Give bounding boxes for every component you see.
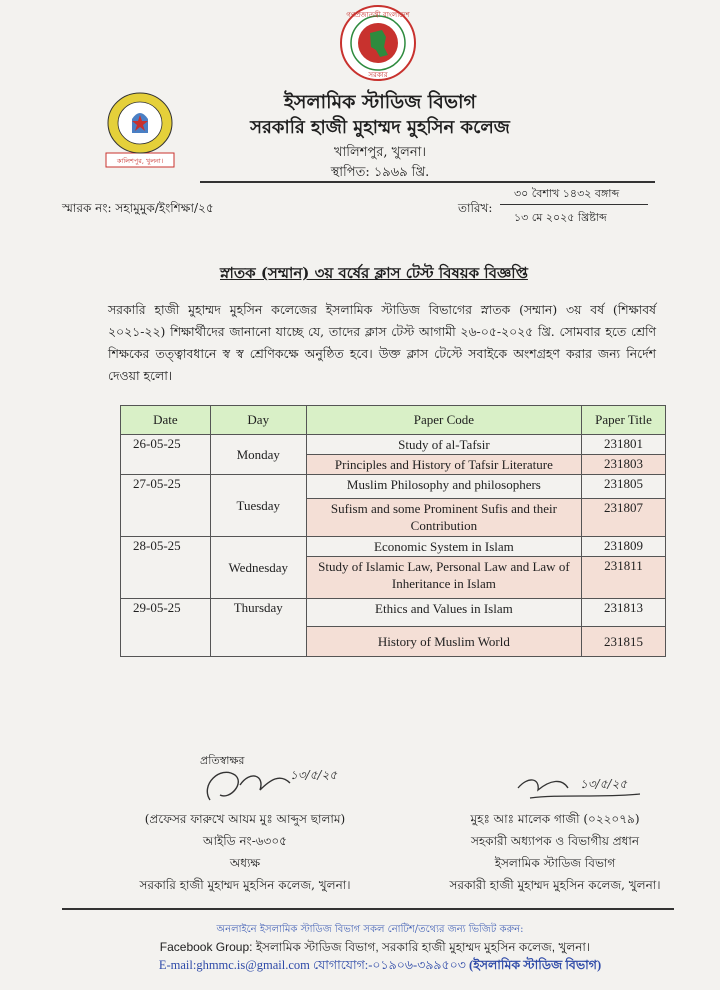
header-paper-code: Paper Code: [306, 406, 581, 435]
college-logo-icon: [104, 91, 176, 171]
head-signature-icon: [510, 768, 650, 813]
paper-title-cell: 231811: [582, 557, 666, 599]
principal-signature-date: ১৩/৫/২৫: [290, 768, 338, 782]
head-designation: সহকারী অধ্যাপক ও বিভাগীয় প্রধান: [470, 834, 640, 848]
paper-code-cell: Principles and History of Tafsir Literature: [306, 455, 581, 475]
day-cell: Tuesday: [210, 475, 306, 537]
notice-body: সরকারি হাজী মুহাম্মদ মুহসিন কলেজের ইসলামিক স্টাডিজ বিভাগের স্নাতক (সম্মান) ৩য় বর্ষ (শিক্ষাবর্ষ ২০২১-২২) শিক্ষার্থীদের জানানো যাচ্ছে যে, তাদের ক্লাস টেস্ট আগামী ২৬-০৫-২০২৫ খ্রি. সোমবার হতে শ্রেণি শিক্ষকের তত্ত্বাবধানে স্ব স্ব শ্রেণিকক্ষে অনুষ্ঠিত হবে। উক্ত ক্লাস টেস্টে সবাইকে অংশগ্রহণ করার জন্য নির্দেশ দেওয়া হলো।: [108, 302, 656, 383]
date-cell: 27-05-25: [121, 475, 211, 537]
date-divider: [500, 204, 648, 205]
paper-code-cell: Study of al-Tafsir: [306, 435, 581, 455]
header-date: Date: [121, 406, 211, 435]
paper-title-cell: 231809: [582, 537, 666, 557]
paper-code-cell: Study of Islamic Law, Personal Law and Law of Inheritance in Islam: [306, 557, 581, 599]
logo-caption: কালিশপুর, খুলনা।: [116, 157, 164, 165]
date-cell: 28-05-25: [121, 537, 211, 599]
paper-code-cell: Economic System in Islam: [306, 537, 581, 557]
exam-schedule-table: [120, 405, 666, 657]
established-year: স্থাপিত: ১৯৬৯ খ্রি.: [330, 165, 430, 180]
footer-facebook: Facebook Group: ইসলামিক স্টাডিজ বিভাগ, সরকারি হাজী মুহাম্মদ মুহসিন কলেজ, খুলনা।: [159, 940, 591, 954]
day-cell: Monday: [210, 435, 306, 475]
date-gregorian: ১৩ মে ২০২৫ খ্রিষ্টাব্দ: [514, 211, 607, 224]
paper-title-cell: 231815: [582, 627, 666, 657]
seal-top-text: গণপ্রজাতন্ত্রী বাংলাদেশ: [346, 11, 410, 19]
memo-number: স্মারক নং: সহামুমুক/ইংশিক্ষা/২৫: [62, 201, 214, 215]
paper-title-cell: 231813: [582, 599, 666, 627]
paper-code-cell: Ethics and Values in Islam: [306, 599, 581, 627]
day-cell: Wednesday: [210, 537, 306, 599]
government-seal-icon: [338, 3, 418, 83]
table-row: [121, 435, 666, 455]
paper-title-cell: 231803: [582, 455, 666, 475]
header-paper-title: Paper Title: [582, 406, 666, 435]
date-cell: 29-05-25: [121, 599, 211, 657]
seal-bottom-text: সরকার: [368, 71, 388, 79]
principal-institution: সরকারি হাজী মুহাম্মদ মুহসিন কলেজ, খুলনা।: [139, 878, 351, 892]
paper-code-cell: History of Muslim World: [306, 627, 581, 657]
principal-signature-icon: [190, 745, 340, 815]
head-signature-date: ১৩/৫/২৫: [580, 777, 628, 791]
footer-phone: যোগাযোগ:-০১৯০৬-৩৯৯৫০৩: [313, 958, 466, 972]
college-name: সরকারি হাজী মুহাম্মদ মুহসিন কলেজ: [250, 117, 510, 138]
header-divider: [200, 181, 655, 183]
college-address: খালিশপুর, খুলনা।: [333, 145, 427, 160]
date-cell: 26-05-25: [121, 435, 211, 475]
letterhead: [200, 90, 560, 182]
principal-designation: অধ্যক্ষ: [229, 856, 261, 870]
head-name: মুহঃ আঃ মালেক গাজী (০২২০৭৯): [470, 812, 640, 826]
table-row: [121, 599, 666, 627]
footer-contact: [80, 957, 680, 977]
countersign-label: প্রতিস্বাক্ষর: [200, 754, 245, 767]
paper-title-cell: 231801: [582, 435, 666, 455]
footer-divider: [62, 908, 674, 910]
principal-name: (প্রফেসর ফারুখে আযম মুঃ আব্দুস ছালাম): [144, 812, 346, 826]
principal-signature-block: [100, 808, 390, 896]
head-institution: সরকারী হাজী মুহাম্মদ মুহসিন কলেজ, খুলনা।: [449, 878, 661, 892]
table-row: [121, 537, 666, 557]
paper-title-cell: 231805: [582, 475, 666, 499]
header-day: Day: [210, 406, 306, 435]
notice-title: স্নাতক (সম্মান) ৩য় বর্ষের ক্লাস টেস্ট বিষয়ক বিজ্ঞপ্তি: [220, 264, 528, 282]
footer-email-address[interactable]: E-mail:ghmmc.is@gmail.com: [158, 958, 310, 972]
paper-code-cell: Sufism and some Prominent Sufis and their Contribution: [306, 499, 581, 537]
footer-online-note: অনলাইনে ইসলামিক স্টাডিজ বিভাগ সকল নোটিশ/তথ্যের জন্য ভিজিট করুন:: [216, 924, 524, 935]
department-name: ইসলামিক স্টাডিজ বিভাগ: [284, 91, 476, 113]
footer-phone-department: (ইসলামিক স্টাডিজ বিভাগ): [469, 958, 602, 972]
paper-title-cell: 231807: [582, 499, 666, 537]
table-header-row: [121, 406, 666, 435]
date-bangla: ৩০ বৈশাখ ১৪৩২ বঙ্গাব্দ: [514, 187, 620, 200]
date-label: তারিখ:: [458, 201, 493, 215]
table-row: [121, 475, 666, 499]
paper-code-cell: Muslim Philosophy and philosophers: [306, 475, 581, 499]
head-signature-block: [420, 808, 690, 896]
principal-id: আইডি নং-৬৩০৫: [203, 834, 287, 848]
day-cell: Thursday: [210, 599, 306, 657]
head-department: ইসলামিক স্টাডিজ বিভাগ: [494, 856, 616, 870]
